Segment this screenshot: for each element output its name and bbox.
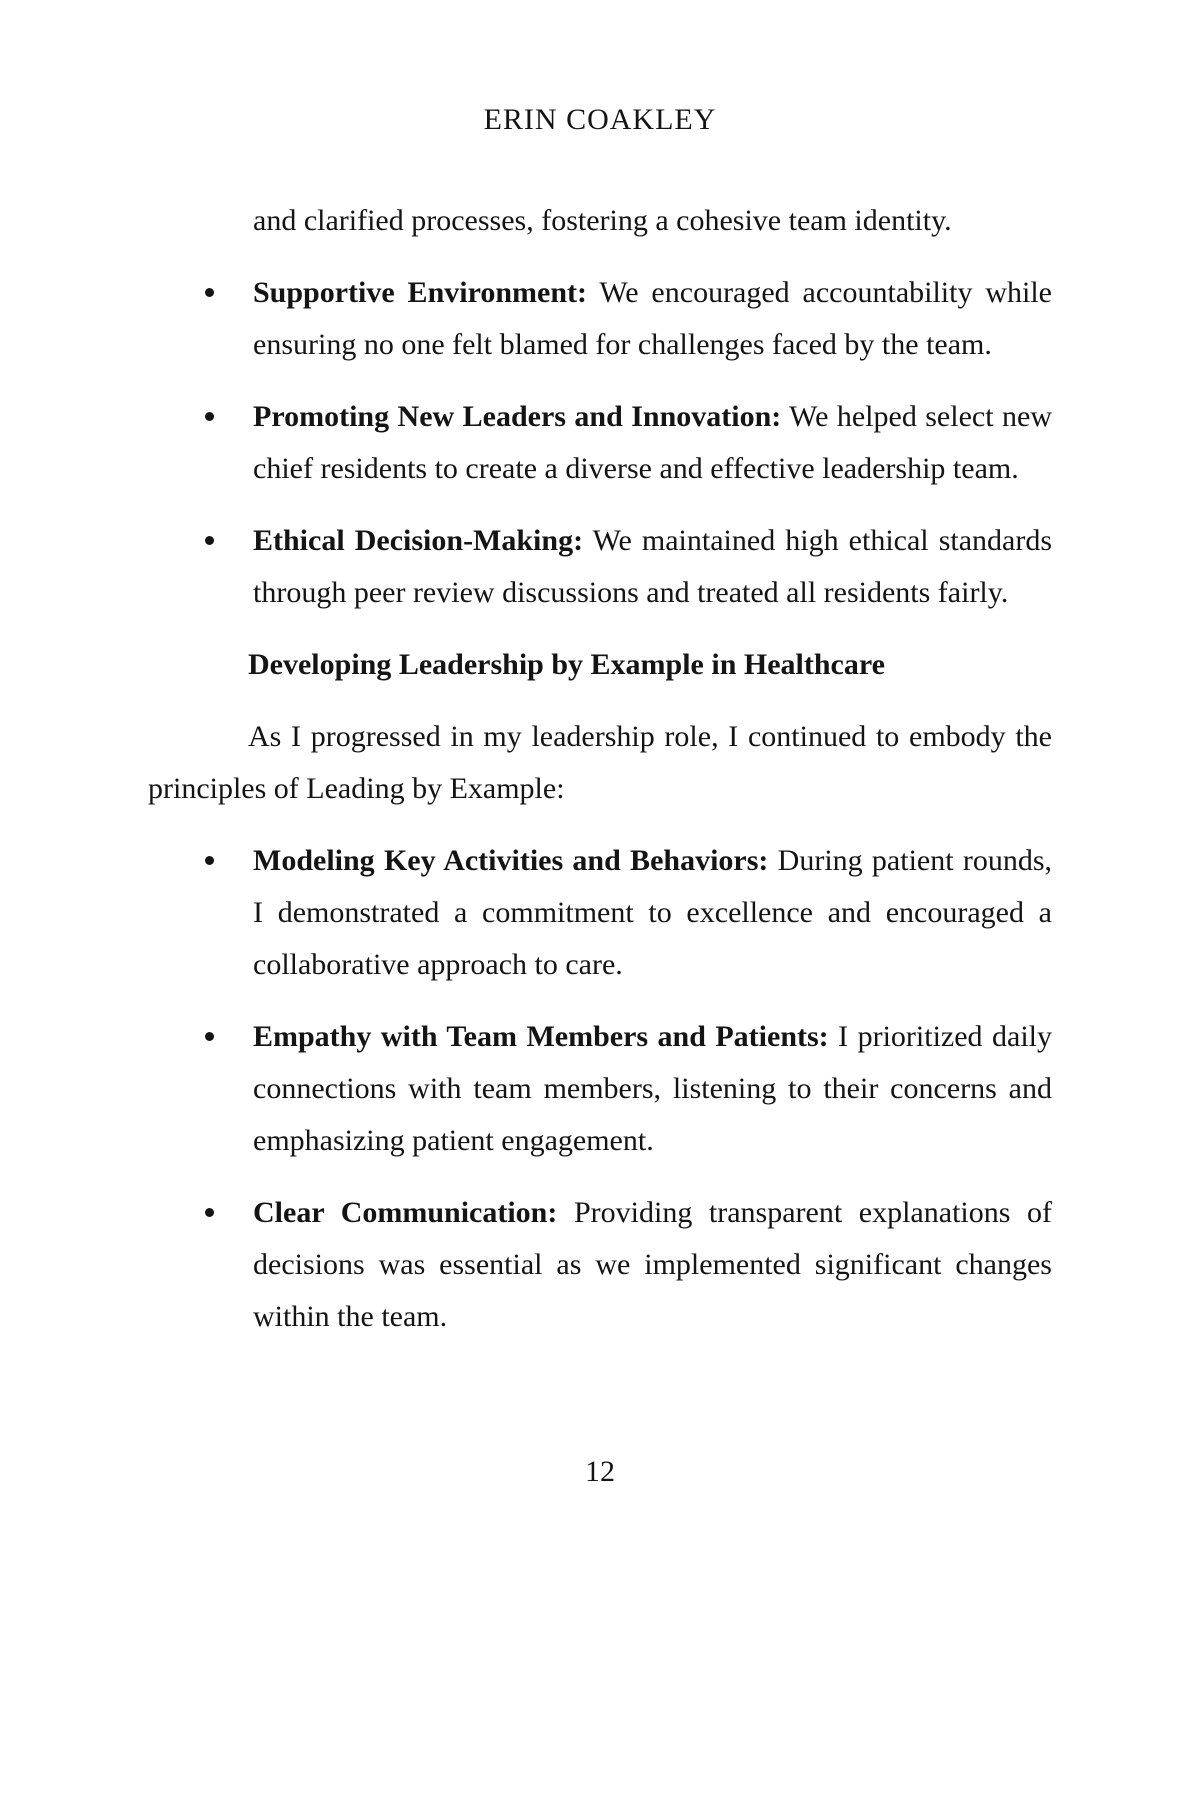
body-paragraph: As I progressed in my leadership role, I continued to embody the principles of Leading by Example: [148,720,1052,805]
list-item [148,391,1052,495]
bullet-label: Modeling Key Activities and Behaviors: [253,844,769,877]
section-heading: Developing Leadership by Example in Healthcare [248,648,885,681]
running-header-author: ERIN COAKLEY [483,103,717,136]
bullet-label: Empathy with Team Members and Patients: [253,1020,829,1053]
list-item [148,1011,1052,1167]
bullet-list-top [148,267,1052,619]
bullet-label: Ethical Decision-Making: [253,524,584,557]
bullet-text: I prioritized daily connections with team members, listening to their concerns and emphasizing patient engagement. [253,1020,1052,1157]
list-item [148,267,1052,371]
list-item [148,1187,1052,1343]
bullet-continuation-line: and clarified processes, fostering a cohesive team identity. [253,204,952,237]
page-number: 12 [585,1455,615,1488]
bullet-label: Clear Communication: [253,1196,558,1229]
bullet-text: We maintained high ethical standards through peer review discussions and treated all residents fairly. [253,524,1052,609]
bullet-text: Providing transparent explanations of decisions was essential as we implemented significant changes within the team. [253,1196,1053,1333]
bullet-text: We encouraged accountability while ensuring no one felt blamed for challenges faced by the team. [253,276,1052,361]
bullet-text: During patient rounds, I demonstrated a commitment to excellence and encouraged a collaborative approach to care. [253,844,1052,981]
list-item [148,515,1052,619]
bullet-label: Supportive Environment: [253,276,588,309]
bullet-label: Promoting New Leaders and Innovation: [253,400,782,433]
page-body [148,195,1052,1498]
list-item [148,835,1052,991]
bullet-list-bottom [148,835,1052,1343]
bullet-text: We helped select new chief residents to create a diverse and effective leadership team. [253,400,1052,485]
